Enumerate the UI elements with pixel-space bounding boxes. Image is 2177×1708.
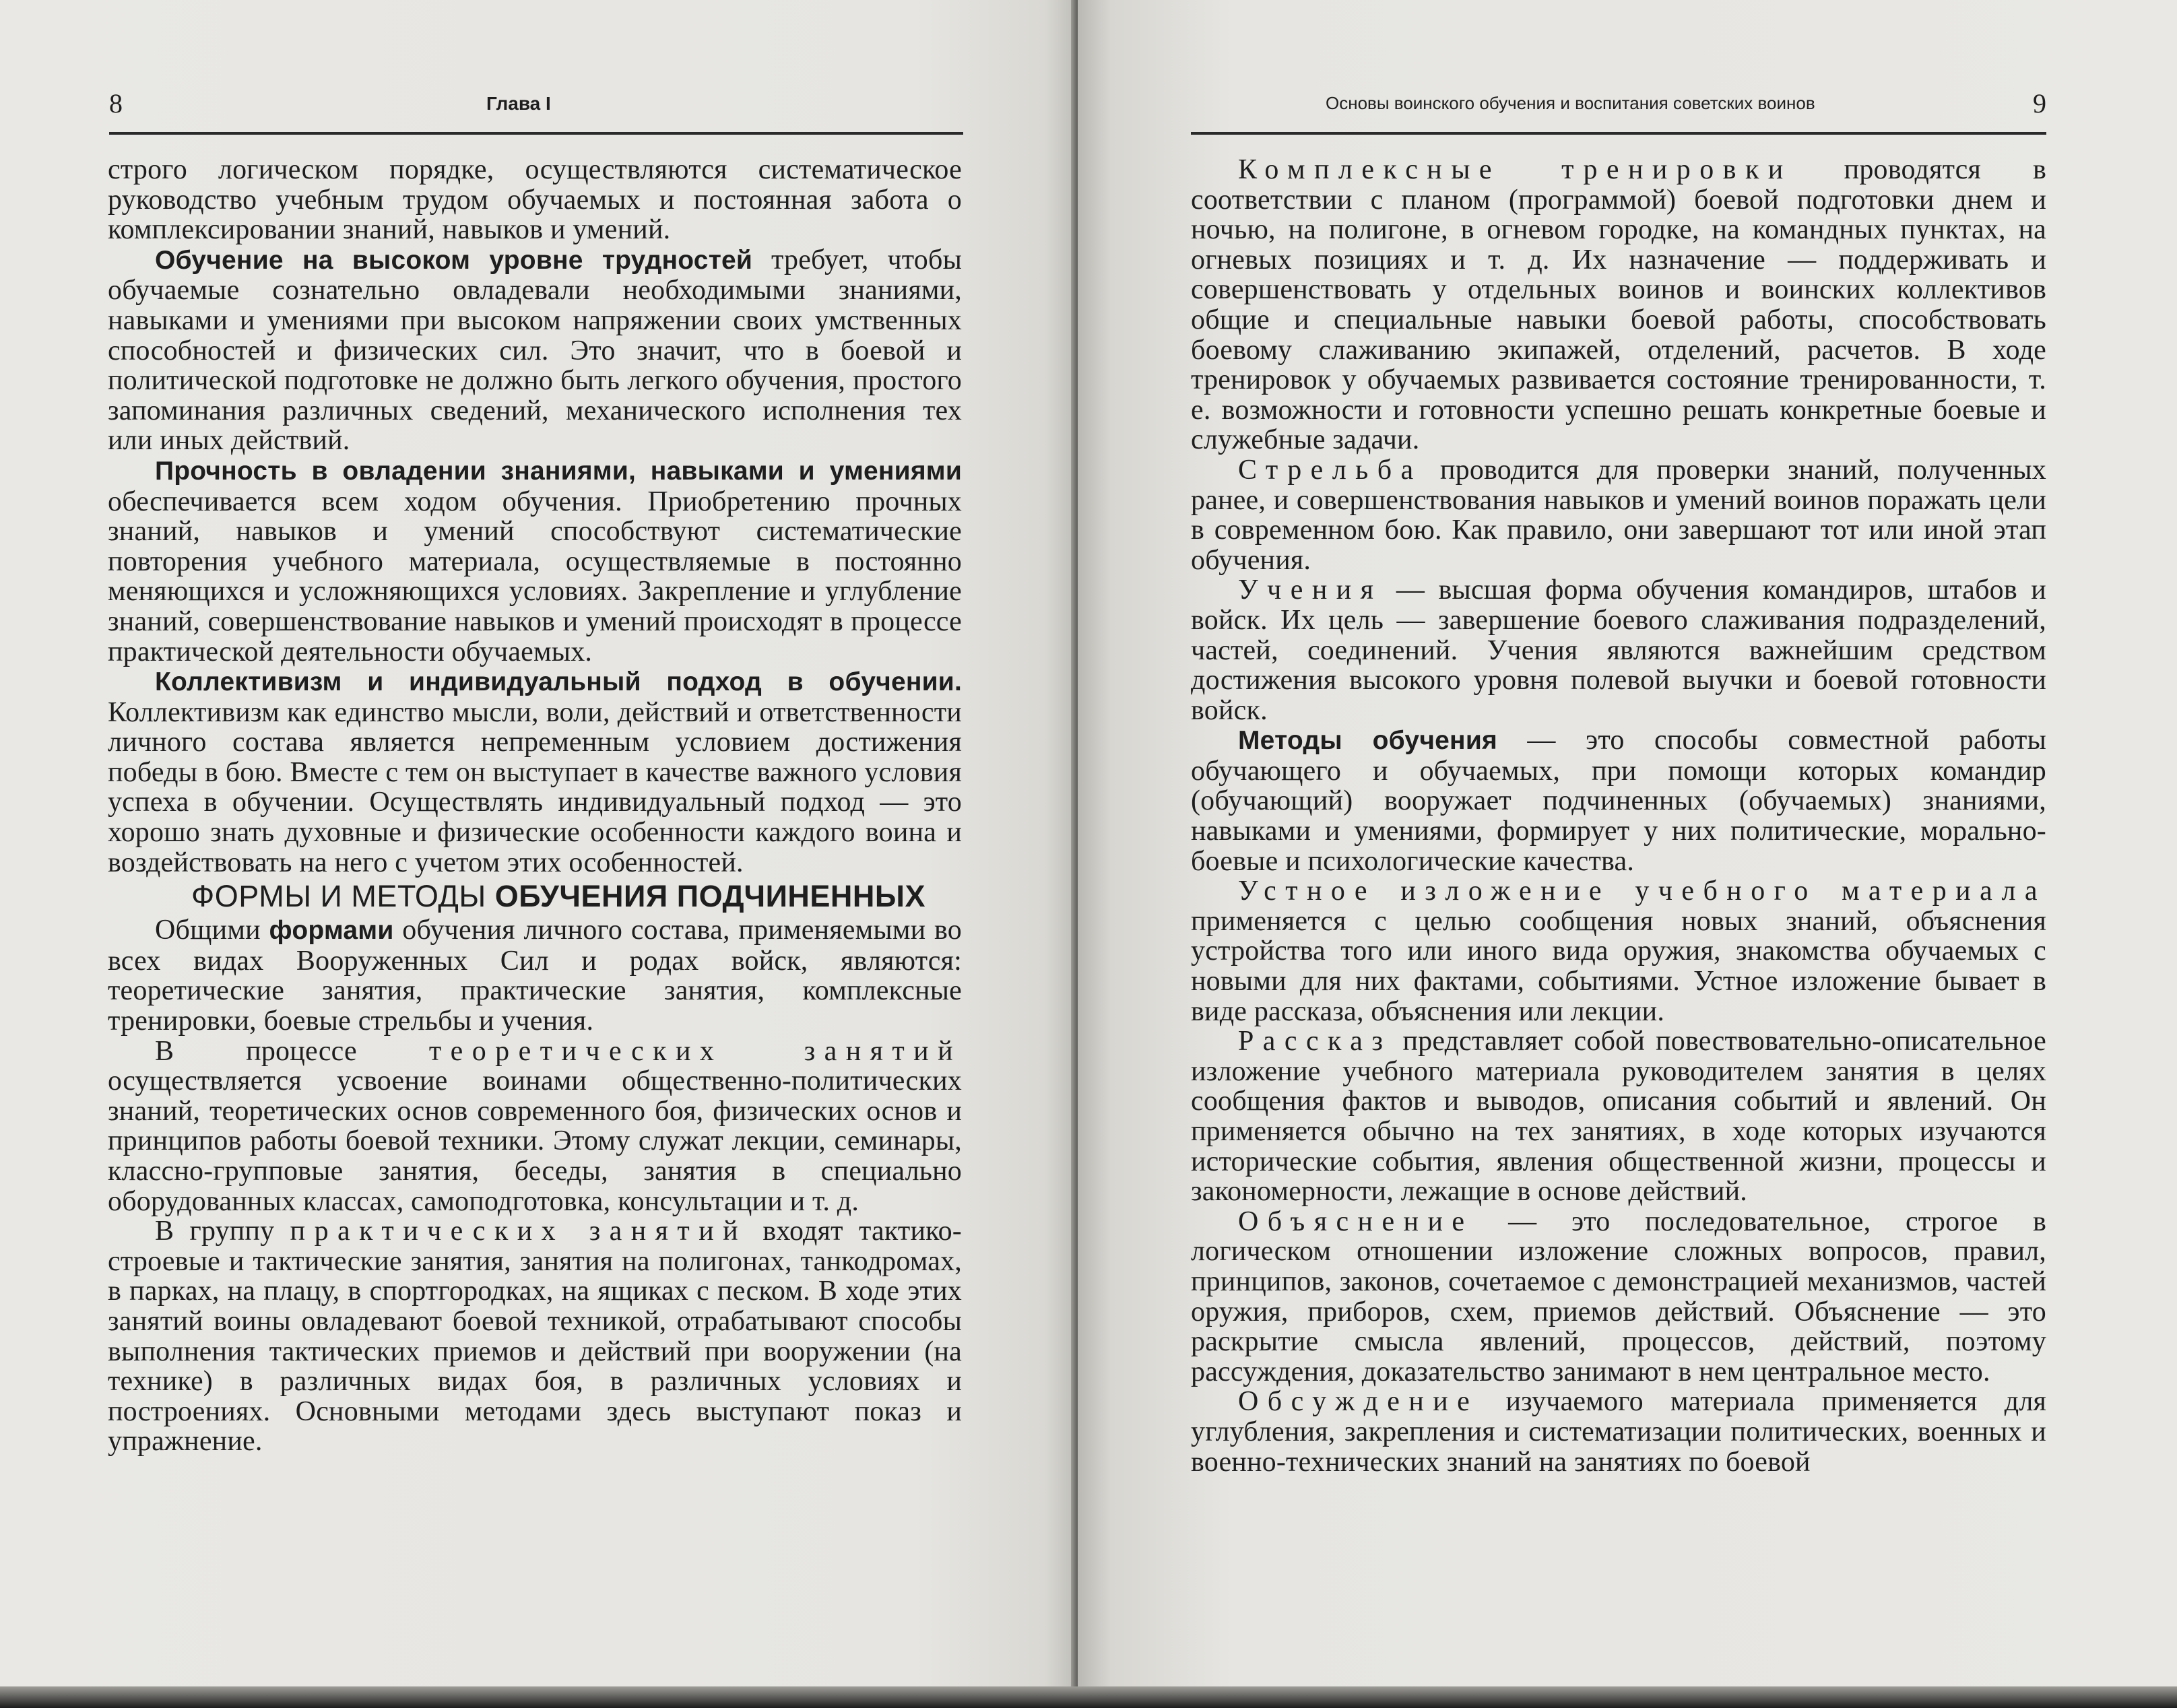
paragraph: Обсуждение изучаемого материала применяется для углубления, закрепления и систематизации политических, военных и военно-технических знаний на занятиях по боевой — [1191, 1386, 2046, 1478]
paragraph: Устное изложение учебного материала применяется с целью сообщения новых знаний, объяснения устройства того или иного вида оружия, знакомства обучаемых с новыми для них фактами, событиями. Устное изложение бывает в виде рассказа, объяснения или лекции. — [1191, 876, 2046, 1027]
section-heading: ФОРМЫ И МЕТОДЫ ОБУЧЕНИЯ ПОДЧИНЕННЫХ — [191, 879, 925, 914]
paragraph: строго логическом порядке, осуществляются систематическое руководство учебным трудом обучаемых и постоянная забота о комплексировании знаний, навыков и умений. — [108, 154, 962, 246]
left-running-title: Глава I — [486, 93, 551, 114]
paragraph: Учения — высшая форма обучения командиров, штабов и войск. Их цель — завершение боевого слаживания подразделений, частей, соединений. Учения являются важнейшим средством достижения высокого уровня полевой выучки и боевой готовности войск. — [1191, 574, 2046, 726]
left-page-number: 8 — [109, 88, 123, 119]
paragraph: Стрельба проводится для проверки знаний, полученных ранее, и совершенствования навыков и умений воинов поражать цели в современном бою. Как правило, они завершают тот или иной этап обучения. — [1191, 454, 2046, 576]
bottom-edge — [0, 1686, 2177, 1708]
paragraph: Общими формами обучения личного состава, применяемыми во всех видах Вооруженных Сил и родах войск, являются: теоретические занятия, практические занятия, комплексные тренировки, боевые стрельбы и учения. — [108, 915, 962, 1037]
paragraph: Рассказ представляет собой повествовательно-описательное изложение учебного материала руководителем занятия в целях сообщения фактов и выводов, описания событий и явлений. Он применяется обычно на тех занятиях, в ходе которых изучаются исторические события, явления общественной жизни, процессы и закономерности, лежащие в основе действий. — [1191, 1026, 2046, 1208]
paragraph: Обучение на высоком уровне трудностей требует, чтобы обучаемые сознательно овладевали необходимыми знаниями, навыками и умениями при высоком напряжении своих умственных способностей и физических сил. Это значит, что в боевой и политической подготовке не должно быть легкого обучения, простого запоминания различных сведений, механического исполнения тех или иных действий. — [108, 244, 962, 457]
paragraph: Прочность в овладении знаниями, навыками и умениями обеспечивается всем ходом обучения. Приобретению прочных знаний, навыков и умений способствуют систематические повторения учебного материала, осуществляемые в постоянно меняющихся и усложняющихся условиях. Закрепление и углубление знаний, совершенствование навыков и умений происходят в процессе практической деятельности обучаемых. — [108, 456, 962, 667]
paragraph: В процессе теоретических занятий осуществляется усвоение воинами общественно-политических знаний, теоретических основ современного боя, физических основ и принципов работы боевой техники. Этому служат лекции, семинары, классно-групповые занятия, беседы, занятия в специально оборудованных классах, самоподготовка, консультации и т. д. — [108, 1035, 962, 1217]
paragraph: В группу практических занятий входят тактико-строевые и тактические занятия, занятия на полигонах, танкодромах, в парках, на плацу, в спортгородках, на ящиках с песком. В ходе этих занятий воины овладевают боевой техникой, отрабатывают способы выполнения тактических приемов и действий при вооружении (на технике) в различных видах боя, в различных условиях и построениях. Основными методами здесь выступают показ и упражнение. — [108, 1216, 962, 1457]
paragraph: Комплексные тренировки проводятся в соответствии с планом (программой) боевой подготовки днем и ночью, на полигоне, в огневом городке, на командных пунктах, на огневых позициях и т. д. Их назначение — поддерживать и совершенствовать у отдельных воинов и воинских коллективов общие и специальные навыки боевой работы, способствовать боевому слаживанию экипажей, отделений, расчетов. В ходе тренировок у обучаемых развивается состояние тренированности, т. е. возможности и готовности успешно решать конкретные боевые и служебные задачи. — [1191, 154, 2046, 456]
paragraph: Методы обучения — это способы совместной работы обучающего и обучаемых, при помощи которых командир (обучающий) вооружает подчиненных (обучаемых) знаниями, навыками и умениями, формирует у них политические, морально-боевые и психологические качества. — [1191, 725, 2046, 877]
right-page — [1078, 0, 2177, 1708]
paragraph: Коллективизм и индивидуальный подход в обучении. Коллективизм как единство мысли, воли, действий и ответственности личного состава является непременным условием достижения победы в бою. Вместе с тем он выступает в качестве важного условия успеха в обучении. Осуществлять индивидуальный подход — это хорошо знать духовные и физические особенности каждого воина и воздействовать на него с учетом этих особенностей. — [108, 667, 962, 878]
left-body-text — [108, 155, 962, 1457]
right-body-text — [1191, 155, 2046, 1477]
left-page — [0, 0, 1078, 1708]
left-running-head — [109, 88, 963, 135]
right-running-head — [1191, 88, 2046, 135]
paragraph: Объяснение — это последовательное, строгое в логическом отношении изложение сложных вопросов, правил, принципов, законов, сочетаемое с демонстрацией механизмов, частей оружия, приборов, схем, приемов действий. Объяснение — это раскрытие смысла явлений, процессов, действий, поэтому рассуждения, доказательство занимают в нем центральное место. — [1191, 1206, 2046, 1387]
right-page-number: 9 — [2033, 88, 2046, 119]
right-running-title: Основы воинского обучения и воспитания советских воинов — [1326, 93, 1815, 113]
